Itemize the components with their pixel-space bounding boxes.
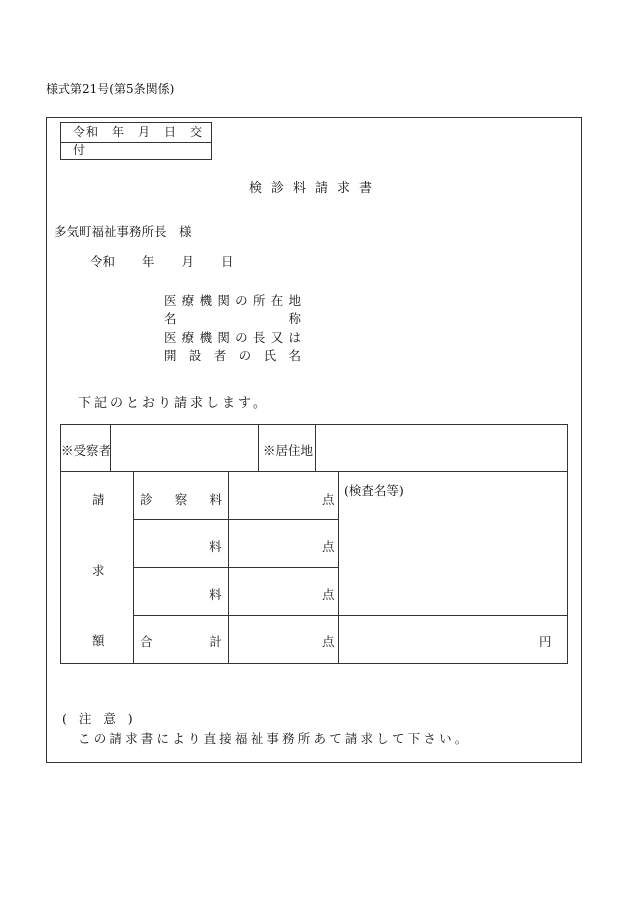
institution-address-label: 医 療 機 関 の 所 在 地 bbox=[164, 293, 301, 308]
request-date-month: 月 bbox=[181, 254, 195, 269]
side-char-1: 請 bbox=[92, 492, 105, 507]
request-date bbox=[90, 252, 234, 270]
page-title: 検診料請求書 bbox=[248, 181, 381, 196]
institution-name-label: 名 称 bbox=[164, 311, 301, 326]
notes-body: この請求書により直接福祉事務所あて請求して下さい。 bbox=[78, 731, 471, 746]
row-2-unit: 点 bbox=[322, 539, 335, 554]
total-unit: 点 bbox=[322, 634, 335, 649]
row-3-item: 料 bbox=[209, 587, 222, 602]
notes-heading: ( 注 意 ) bbox=[62, 711, 137, 726]
issue-date-box bbox=[60, 122, 212, 160]
issue-date-label: 令和 年 月 日 交付 bbox=[61, 123, 211, 143]
form-number: 様式第21号(第5条関係) bbox=[46, 82, 175, 96]
request-date-day: 日 bbox=[221, 254, 234, 269]
total-label: 合 計 bbox=[140, 634, 222, 649]
row-1-item: 診 察 料 bbox=[140, 492, 222, 507]
request-date-year: 年 bbox=[142, 254, 155, 269]
exam-name-label: (検査名等) bbox=[344, 483, 404, 498]
request-paragraph: 下記のとおり請求します。 bbox=[78, 396, 269, 411]
row-1-unit: 点 bbox=[322, 492, 335, 507]
address-field[interactable] bbox=[317, 426, 565, 470]
request-date-era: 令和 bbox=[90, 254, 116, 269]
addressee: 多気町福祉事務所長 様 bbox=[54, 224, 192, 239]
side-char-3: 額 bbox=[92, 633, 105, 648]
yen-label: 円 bbox=[539, 634, 552, 649]
row-2-item: 料 bbox=[209, 539, 222, 554]
row-3-unit: 点 bbox=[322, 587, 335, 602]
address-label: ※居住地 bbox=[263, 443, 314, 458]
patient-label: ※受察者 bbox=[61, 443, 112, 458]
institution-founder-label: 開 設 者 の 氏 名 bbox=[164, 348, 301, 363]
institution-head-label: 医 療 機 関 の 長 又 は bbox=[164, 330, 301, 345]
side-char-2: 求 bbox=[92, 563, 105, 578]
patient-field[interactable] bbox=[112, 426, 256, 470]
